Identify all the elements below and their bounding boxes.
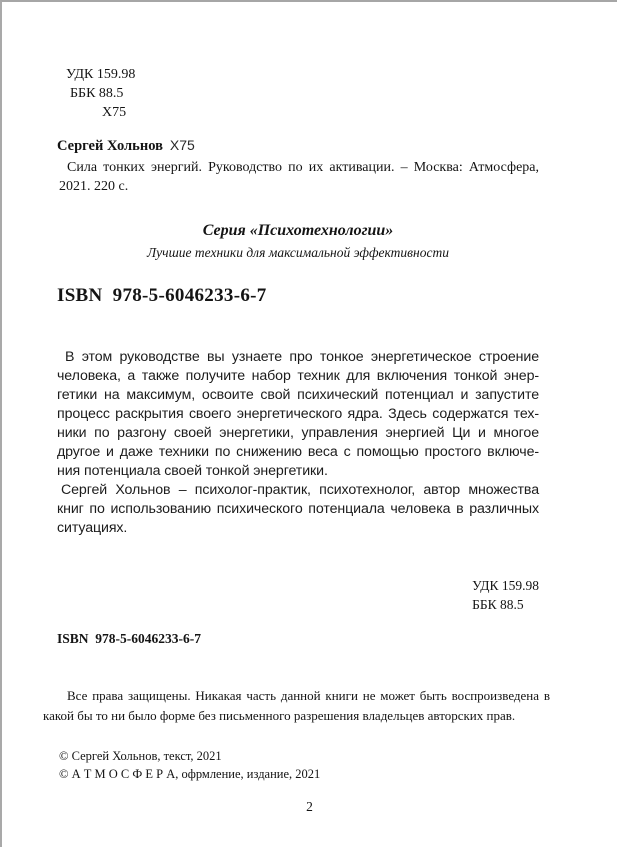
classification-repeat-block (472, 576, 539, 614)
annotation-line: другое и даже техники по снижению веса с помощью простого включе- (57, 444, 539, 460)
annotation-line: ники по разгону своей энергетики, управления энергией Ци и многое (57, 425, 539, 441)
biblio-line-1: Сила тонких энергий. Руководство по их активации. – Москва: Атмосфера, (67, 160, 539, 175)
classification-block (57, 65, 539, 122)
rights-line-2: какой бы то ни было форме без письменного разрешения владельцев авторских прав. (43, 708, 516, 723)
page-number: 2 (306, 799, 313, 814)
annotation-line: В этом руководстве вы узнаете про тонкое энергетическое строение (65, 349, 539, 365)
annotation-line: процесс раскрытия своего энергетического ядра. Здесь содержатся тех- (57, 406, 539, 422)
author-name: Сергей Хольнов (57, 138, 163, 154)
udk-code: УДК 159.98 (66, 67, 136, 82)
biblio-line-2: 2021. 220 с. (59, 179, 129, 194)
copyright-block (57, 747, 539, 783)
bbk-code-repeat: ББК 88.5 (472, 597, 524, 612)
rights-line-1: Все права защищены. Никакая часть данной книги не может быть воспроизведена в (67, 688, 550, 703)
author-bio-line: ситуациях. (57, 520, 128, 536)
rights-notice (43, 686, 550, 726)
author-bio-line: Сергей Хольнов – психолог-практик, психотехнолог, автор множества (61, 482, 539, 498)
author-heading (57, 135, 539, 156)
copyright-publisher-line: © А Т М О С Ф Е Р А, офрмление, издание, 2021 (59, 767, 321, 781)
isbn-secondary: ISBN 978-5-6046233-6-7 (57, 631, 201, 646)
annotation-paragraph (57, 348, 539, 481)
author-sign-code: Х75 (102, 105, 127, 120)
annotation-line: ния потенциала своей тонкой энергетики. (57, 463, 328, 479)
bibliographic-description (57, 158, 539, 196)
annotation-line: человека, а также получите набор техник для включения тонкой энер- (57, 368, 539, 384)
bbk-code: ББК 88.5 (70, 86, 124, 101)
copyright-author-line: © Сергей Хольнов, текст, 2021 (59, 749, 222, 763)
classification-repeat-wrapper (57, 576, 539, 614)
annotation-line: гетики на максимум, освоите свой психический потенциал и запустите (57, 387, 539, 403)
series-title: Серия «Психотехнологии» (202, 222, 394, 239)
author-bio-line: книг по использованию психического потенциала человека в различных (57, 501, 539, 517)
udk-code-repeat: УДК 159.98 (472, 578, 539, 593)
series-subtitle: Лучшие техники для максимальной эффективности (147, 245, 449, 260)
author-bio-paragraph (57, 481, 539, 538)
isbn-primary: ISBN 978-5-6046233-6-7 (57, 285, 267, 306)
author-heading-code: Х75 (169, 137, 195, 153)
